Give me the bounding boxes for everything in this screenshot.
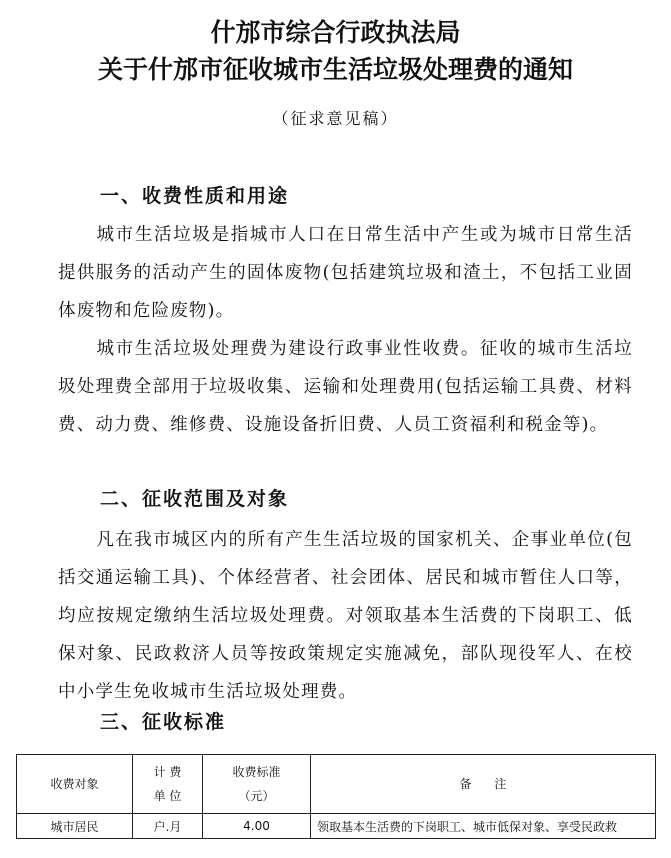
header-fee-target: 收费对象 — [17, 755, 133, 814]
header-billing-unit-line1: 计 费 — [153, 765, 182, 779]
header-billing-unit — [133, 755, 203, 814]
header-remark — [311, 755, 656, 814]
document-title-line2: 关于什邡市征收城市生活垃圾处理费的通知 — [97, 55, 573, 84]
header-fee-standard — [203, 755, 311, 814]
section-heading-1: 一、收费性质和用途 — [100, 185, 290, 207]
cell-unit: 户.月 — [133, 814, 203, 839]
section-heading-3: 三、征收标准 — [100, 711, 227, 733]
document-subtitle: （征求意见稿） — [272, 109, 399, 128]
section-heading-2: 二、征收范围及对象 — [100, 488, 290, 510]
section-1-paragraph-1: 城市生活垃圾是指城市人口在日常生活中产生或为城市日常生活提供服务的活动产生的固体废物(包括建筑垃圾和渣土，不包括工业固体废物和危险废物)。 — [58, 225, 633, 321]
header-remark-text: 备 注 — [459, 777, 507, 791]
cell-remark: 领取基本生活费的下岗职工、城市低保对象、享受民政救 — [311, 814, 656, 839]
table-row — [17, 814, 656, 839]
fee-standard-table — [16, 754, 656, 839]
section-1-paragraph-2: 城市生活垃圾处理费为建设行政事业性收费。征收的城市生活垃圾处理费全部用于垃圾收集、运输和处理费用(包括运输工具费、材料费、动力费、维修费、设施设备折旧费、人员工资福利和税金等)。 — [58, 339, 633, 435]
document-title-line1: 什邡市综合行政执法局 — [210, 18, 461, 47]
cell-target: 城市居民 — [17, 814, 133, 839]
header-fee-standard-line1: 收费标准 — [232, 765, 281, 779]
cell-standard: 4.00 — [203, 814, 311, 839]
section-2-paragraph-1: 凡在我市城区内的所有产生生活垃圾的国家机关、企事业单位(包括交通运输工具)、个体经营者、社会团体、居民和城市暂住人口等，均应按规定缴纳生活垃圾处理费。对领取基本生活费的下岗职工、低保对象、民政救济人员等按政策规定实施减免，部队现役军人、在校中小学生免收城市生活垃圾处理费。 — [58, 530, 633, 702]
header-billing-unit-line2: 单 位 — [153, 789, 182, 803]
header-fee-standard-line2: （元） — [238, 789, 275, 803]
table-header-row — [17, 755, 656, 814]
